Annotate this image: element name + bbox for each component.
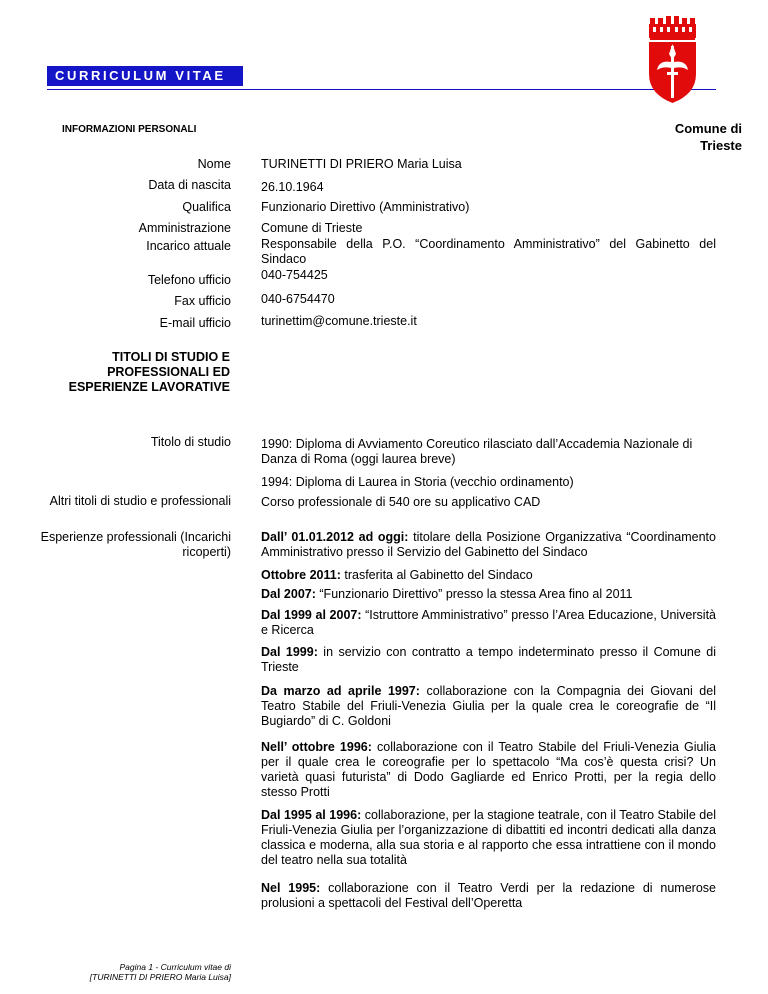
- section-heading-titoli: TITOLI DI STUDIO E PROFESSIONALI ED ESPERIENZE LAVORATIVE: [68, 350, 230, 394]
- value-telefono-ufficio: 040-754425: [261, 268, 328, 282]
- experience-period: Dal 1999 al 2007:: [261, 608, 362, 622]
- label-amministrazione: Amministrazione: [138, 221, 231, 235]
- value-nome: TURINETTI DI PRIERO Maria Luisa: [261, 157, 462, 171]
- experience-item: [261, 684, 716, 729]
- label-titolo-di-studio: Titolo di studio: [150, 435, 231, 449]
- experience-text: titolare della Posizione Organizzativa “Coordinamento Amministrativo presso il Servizio del Gabinetto del Sindaco: [261, 530, 716, 559]
- cv-title: CURRICULUM VITAE: [55, 68, 226, 83]
- label-esperienze-professionali: Esperienze professionali (Incarichi ricoperti): [40, 530, 231, 559]
- value-titolo-2: 1994: Diploma di Laurea in Storia (vecchio ordinamento): [261, 475, 574, 489]
- label-data-nascita: Data di nascita: [148, 178, 231, 192]
- trieste-halberd-crest-icon: [645, 16, 700, 104]
- experience-period: Da marzo ad aprile 1997:: [261, 684, 420, 698]
- experience-item: [261, 881, 716, 911]
- experience-period: Nel 1995:: [261, 881, 321, 895]
- experience-text: collaborazione con il Teatro Verdi per la redazione di numerose prolusioni a spettacoli del Festival dell’Operetta: [261, 881, 716, 910]
- experience-item: [261, 808, 716, 868]
- page-footer: [60, 962, 231, 982]
- experience-text: collaborazione, per la stagione teatrale, con il Teatro Stabile del Friuli-Venezia Giulia per l’organizzazione di dibattiti ed incontri dedicati alla danza classica e moderna, alla sua storia e al rapporto che essa intrattiene con il mondo del teatro nella sua totalità: [261, 808, 716, 867]
- experience-item: [261, 740, 716, 800]
- experience-period: Dall’ 01.01.2012 ad oggi:: [261, 530, 409, 544]
- value-qualifica: Funzionario Direttivo (Amministrativo): [261, 200, 470, 214]
- section-heading-personal: INFORMAZIONI PERSONALI: [62, 124, 197, 135]
- label-fax-ufficio: Fax ufficio: [174, 294, 231, 308]
- experience-item: [261, 608, 716, 638]
- experience-period: Dal 1999:: [261, 645, 318, 659]
- header-rule: [47, 89, 716, 90]
- experience-text: trasferita al Gabinetto del Sindaco: [344, 568, 533, 582]
- value-altri-1: Corso professionale di 540 ore su applicativo CAD: [261, 495, 541, 509]
- footer-line-2: [TURINETTI DI PRIERO Maria Luisa]: [89, 972, 231, 982]
- experience-period: Dal 2007:: [261, 587, 316, 601]
- value-fax-ufficio: 040-6754470: [261, 292, 335, 306]
- experience-item: [261, 530, 716, 560]
- comune-di-trieste-logo-text: [600, 120, 742, 154]
- value-amministrazione: Comune di Trieste: [261, 221, 363, 235]
- experience-text: collaborazione con la Compagnia dei Giovani del Teatro Stabile del Friuli-Venezia Giulia per la quale crea le coreografie de “Il Bugiardo” di C. Goldoni: [261, 684, 716, 728]
- logo-line-1: Comune di: [674, 121, 742, 136]
- experience-period: Nell’ ottobre 1996:: [261, 740, 372, 754]
- value-incarico-attuale: Responsabile della P.O. “Coordinamento Amministrativo” del Gabinetto del Sindaco: [261, 237, 716, 266]
- label-email-ufficio: E-mail ufficio: [159, 316, 231, 330]
- experience-item: [261, 645, 716, 675]
- value-data-nascita: 26.10.1964: [261, 180, 324, 194]
- label-nome: Nome: [197, 157, 231, 171]
- experience-period: Ottobre 2011:: [261, 568, 341, 582]
- experience-text: “Funzionario Direttivo” presso la stessa Area fino al 2011: [319, 587, 633, 601]
- value-titolo-1: 1990: Diploma di Avviamento Coreutico rilasciato dall’Accademia Nazionale di Danza di Roma (oggi laurea breve): [261, 437, 693, 466]
- label-qualifica: Qualifica: [182, 200, 231, 214]
- label-altri-titoli: Altri titoli di studio e professionali: [49, 494, 231, 508]
- experience-text: in servizio con contratto a tempo indeterminato presso il Comune di Trieste: [261, 645, 716, 674]
- label-telefono-ufficio: Telefono ufficio: [147, 273, 231, 287]
- label-incarico-attuale: Incarico attuale: [146, 239, 231, 253]
- experience-item: [261, 587, 716, 602]
- logo-line-2: Trieste: [700, 138, 742, 153]
- experience-period: Dal 1995 al 1996:: [261, 808, 362, 822]
- experience-item: [261, 568, 716, 583]
- experience-text: collaborazione con il Teatro Stabile del Friuli-Venezia Giulia per il quale crea le coreografie per lo spettacolo “Ma cos’è questa crisi? Un varietà quasi futurista” di Dodo Gagliarde ed Enrico Protti, per la regia dello stesso Protti: [261, 740, 716, 799]
- value-email-ufficio: turinettim@comune.trieste.it: [261, 314, 417, 328]
- footer-line-1: Pagina 1 - Curriculum vitae di: [119, 962, 231, 972]
- experience-text: “Istruttore Amministrativo” presso l’Area Educazione, Università e Ricerca: [261, 608, 716, 637]
